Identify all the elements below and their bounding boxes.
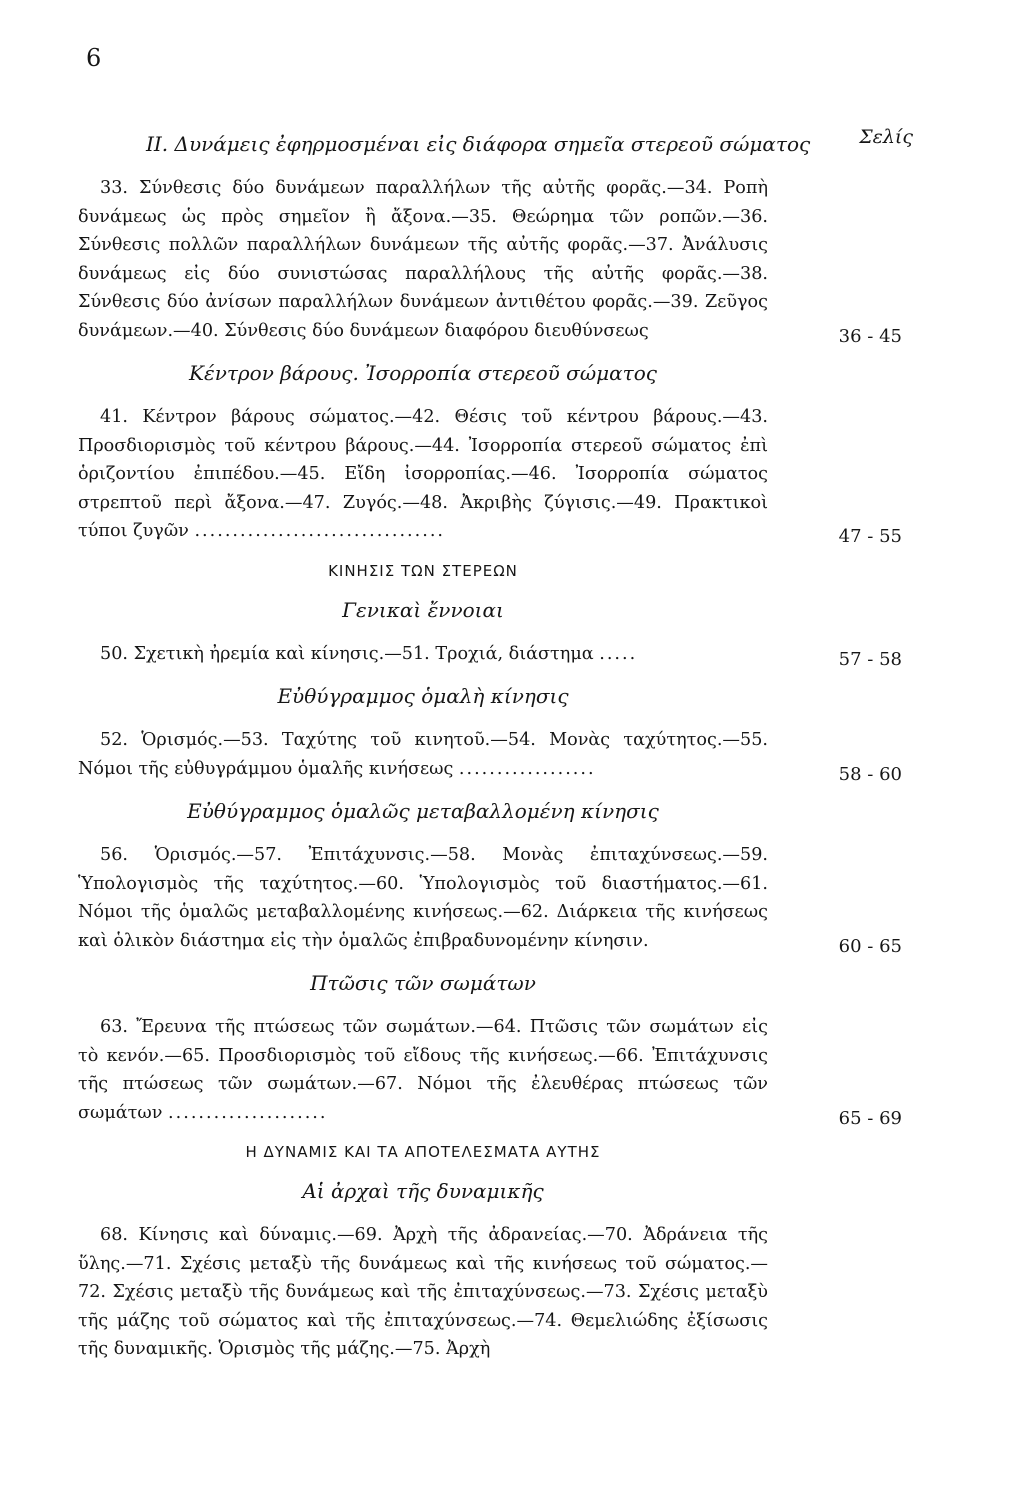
- chapter-title: Η ΔΥΝΑΜΙΣ ΚΑΙ ΤΑ ΑΠΟΤΕΛΕΣΜΑΤΑ ΑΥΤΗΣ: [245, 1143, 601, 1161]
- entry-topics: 68. Κίνησις καὶ δύναμις.—69. Ἀρχὴ τῆς ἀδρανείας.—70. Ἀδράνεια τῆς ὕλης.—71. Σχέσις μεταξὺ τῆς δυνάμεως καὶ τῆς κινήσεως τοῦ σώματος.—72. Σχέσις μεταξὺ τῆς δυνάμεως καὶ τῆς ἐπιταχύνσεως.—73. Σχέσις μεταξὺ τῆς μάζης τοῦ σώματος καὶ τῆς ἐπιταχύνσεως.—74. Θεμελιώδης ἐξίσωσις τῆς δυναμικῆς. Ὁρισμὸς τῆς μάζης.—75. Ἀρχὴ: [78, 1225, 768, 1359]
- entry-page-range: 36 - 45: [838, 325, 902, 347]
- chapter-title: ΚΙΝΗΣΙΣ ΤΩΝ ΣΤΕΡΕΩΝ: [328, 561, 518, 580]
- entry-topics: 56. Ὁρισμός.—57. Ἐπιτάχυνσις.—58. Μονὰς ἐπιταχύνσεως.—59. Ὑπολογισμὸς τῆς ταχύτητος.—60. Ὑπολογισμὸς τοῦ διαστήματος.—61. Νόμοι τῆς ὁμαλῶς μεταβαλλομένης κινήσεως.—62. Διάρκεια τῆς κινήσεως καὶ ὁλικὸν διάστημα εἰς τὴν ὁμαλῶς ἐπιβραδυνομένην κίνησιν.: [78, 845, 768, 951]
- page-number: 6: [86, 44, 102, 72]
- section-title: Εὐθύγραμμος ὁμαλὴ κίνησις: [277, 684, 569, 708]
- toc-entry: [78, 174, 912, 345]
- toc-entry: [78, 1013, 912, 1127]
- toc-entry: [78, 403, 912, 546]
- entry-page-range: 58 - 60: [838, 763, 902, 785]
- section-title: Κέντρον βάρους. Ἰσορροπία στερεοῦ σώματος: [189, 361, 657, 385]
- dot-leader: .................................: [194, 521, 446, 541]
- section-title: Πτῶσις τῶν σωμάτων: [310, 971, 536, 995]
- entry-text: [78, 841, 768, 955]
- entry-text: [78, 1013, 768, 1127]
- entry-topics: 50. Σχετικὴ ἠρεμία καὶ κίνησις.—51. Τροχιά, διάστημα: [100, 643, 594, 664]
- entry-page-range: 47 - 55: [838, 526, 902, 547]
- section-title: Αἱ ἀρχαὶ τῆς δυναμικῆς: [302, 1179, 544, 1203]
- dot-leader: ..................: [458, 758, 596, 779]
- toc-entry: [78, 1221, 912, 1364]
- table-of-contents: [78, 132, 912, 1380]
- entry-topics: 63. Ἔρευνα τῆς πτώσεως τῶν σωμάτων.—64. Πτῶσις τῶν σωμάτων εἰς τὸ κενόν.—65. Προσδιορισμὸς τοῦ εἴδους τῆς κινήσεως.—66. Ἐπιτάχυνσις τῆς πτώσεως τῶν σωμάτων.—67. Νόμοι τῆς ἐλευθέρας πτώσεως τῶν σωμάτων: [78, 1017, 768, 1123]
- entry-text: [78, 726, 768, 783]
- entry-page-range: 65 - 69: [838, 1107, 902, 1129]
- toc-entry: [78, 726, 912, 783]
- entry-page-range: 60 - 65: [838, 935, 902, 957]
- toc-entry: [78, 640, 912, 669]
- toc-entry: [78, 841, 912, 955]
- entry-text: [78, 640, 768, 669]
- entry-page-range: 57 - 58: [838, 648, 902, 670]
- section-title: II. Δυνάμεις ἐφηρμοσμέναι εἰς διάφορα σημεῖα στερεοῦ σώματος: [146, 132, 811, 156]
- entry-text: [78, 403, 768, 546]
- entry-topics: 52. Ὁρισμός.—53. Ταχύτης τοῦ κινητοῦ.—54. Μονὰς ταχύτητος.—55. Νόμοι τῆς εὐθυγράμμου ὁμαλῆς κινήσεως: [78, 730, 768, 779]
- section-title: Γενικαὶ ἔννοιαι: [342, 597, 504, 622]
- entry-text: [78, 1221, 768, 1364]
- dot-leader: .....................: [168, 1102, 328, 1123]
- entry-topics: 41. Κέντρον βάρους σώματος.—42. Θέσις τοῦ κέντρου βάρους.—43. Προσδιορισμὸς τοῦ κέντρου βάρους.—44. Ἰσορροπία στερεοῦ σώματος ἐπὶ ὁριζοντίου ἐπιπέδου.—45. Εἴδη ἰσορροπίας.—46. Ἰσορροπία σώματος στρεπτοῦ περὶ ἄξονα.—47. Ζυγός.—48. Ἀκριβὴς ζύγισις.—49. Πρακτικοὶ τύποι ζυγῶν: [78, 407, 768, 541]
- pages-column-heading: Σελίς: [859, 126, 913, 148]
- entry-topics: 33. Σύνθεσις δύο δυνάμεων παραλλήλων τῆς αὐτῆς φορᾶς.—34. Ροπὴ δυνάμεως ὡς πρὸς σημεῖον ἢ ἄξονα.—35. Θεώρημα τῶν ροπῶν.—36. Σύνθεσις πολλῶν παραλλήλων δυνάμεων τῆς αὐτῆς φορᾶς.—37. Ἀνάλυσις δυνάμεως εἰς δύο συνιστώσας παραλλήλους τῆς αὐτῆς φορᾶς.—38. Σύνθεσις δύο ἀνίσων παραλλήλων δυνάμεων ἀντιθέτου φορᾶς.—39. Ζεῦγος δυνάμεων.—40. Σύνθεσις δύο δυνάμεων διαφόρου διευθύνσεως: [78, 178, 768, 341]
- entry-text: [78, 174, 768, 345]
- dot-leader: .....: [599, 643, 638, 664]
- section-title: Εὐθύγραμμος ὁμαλῶς μεταβαλλομένη κίνησις: [187, 799, 659, 823]
